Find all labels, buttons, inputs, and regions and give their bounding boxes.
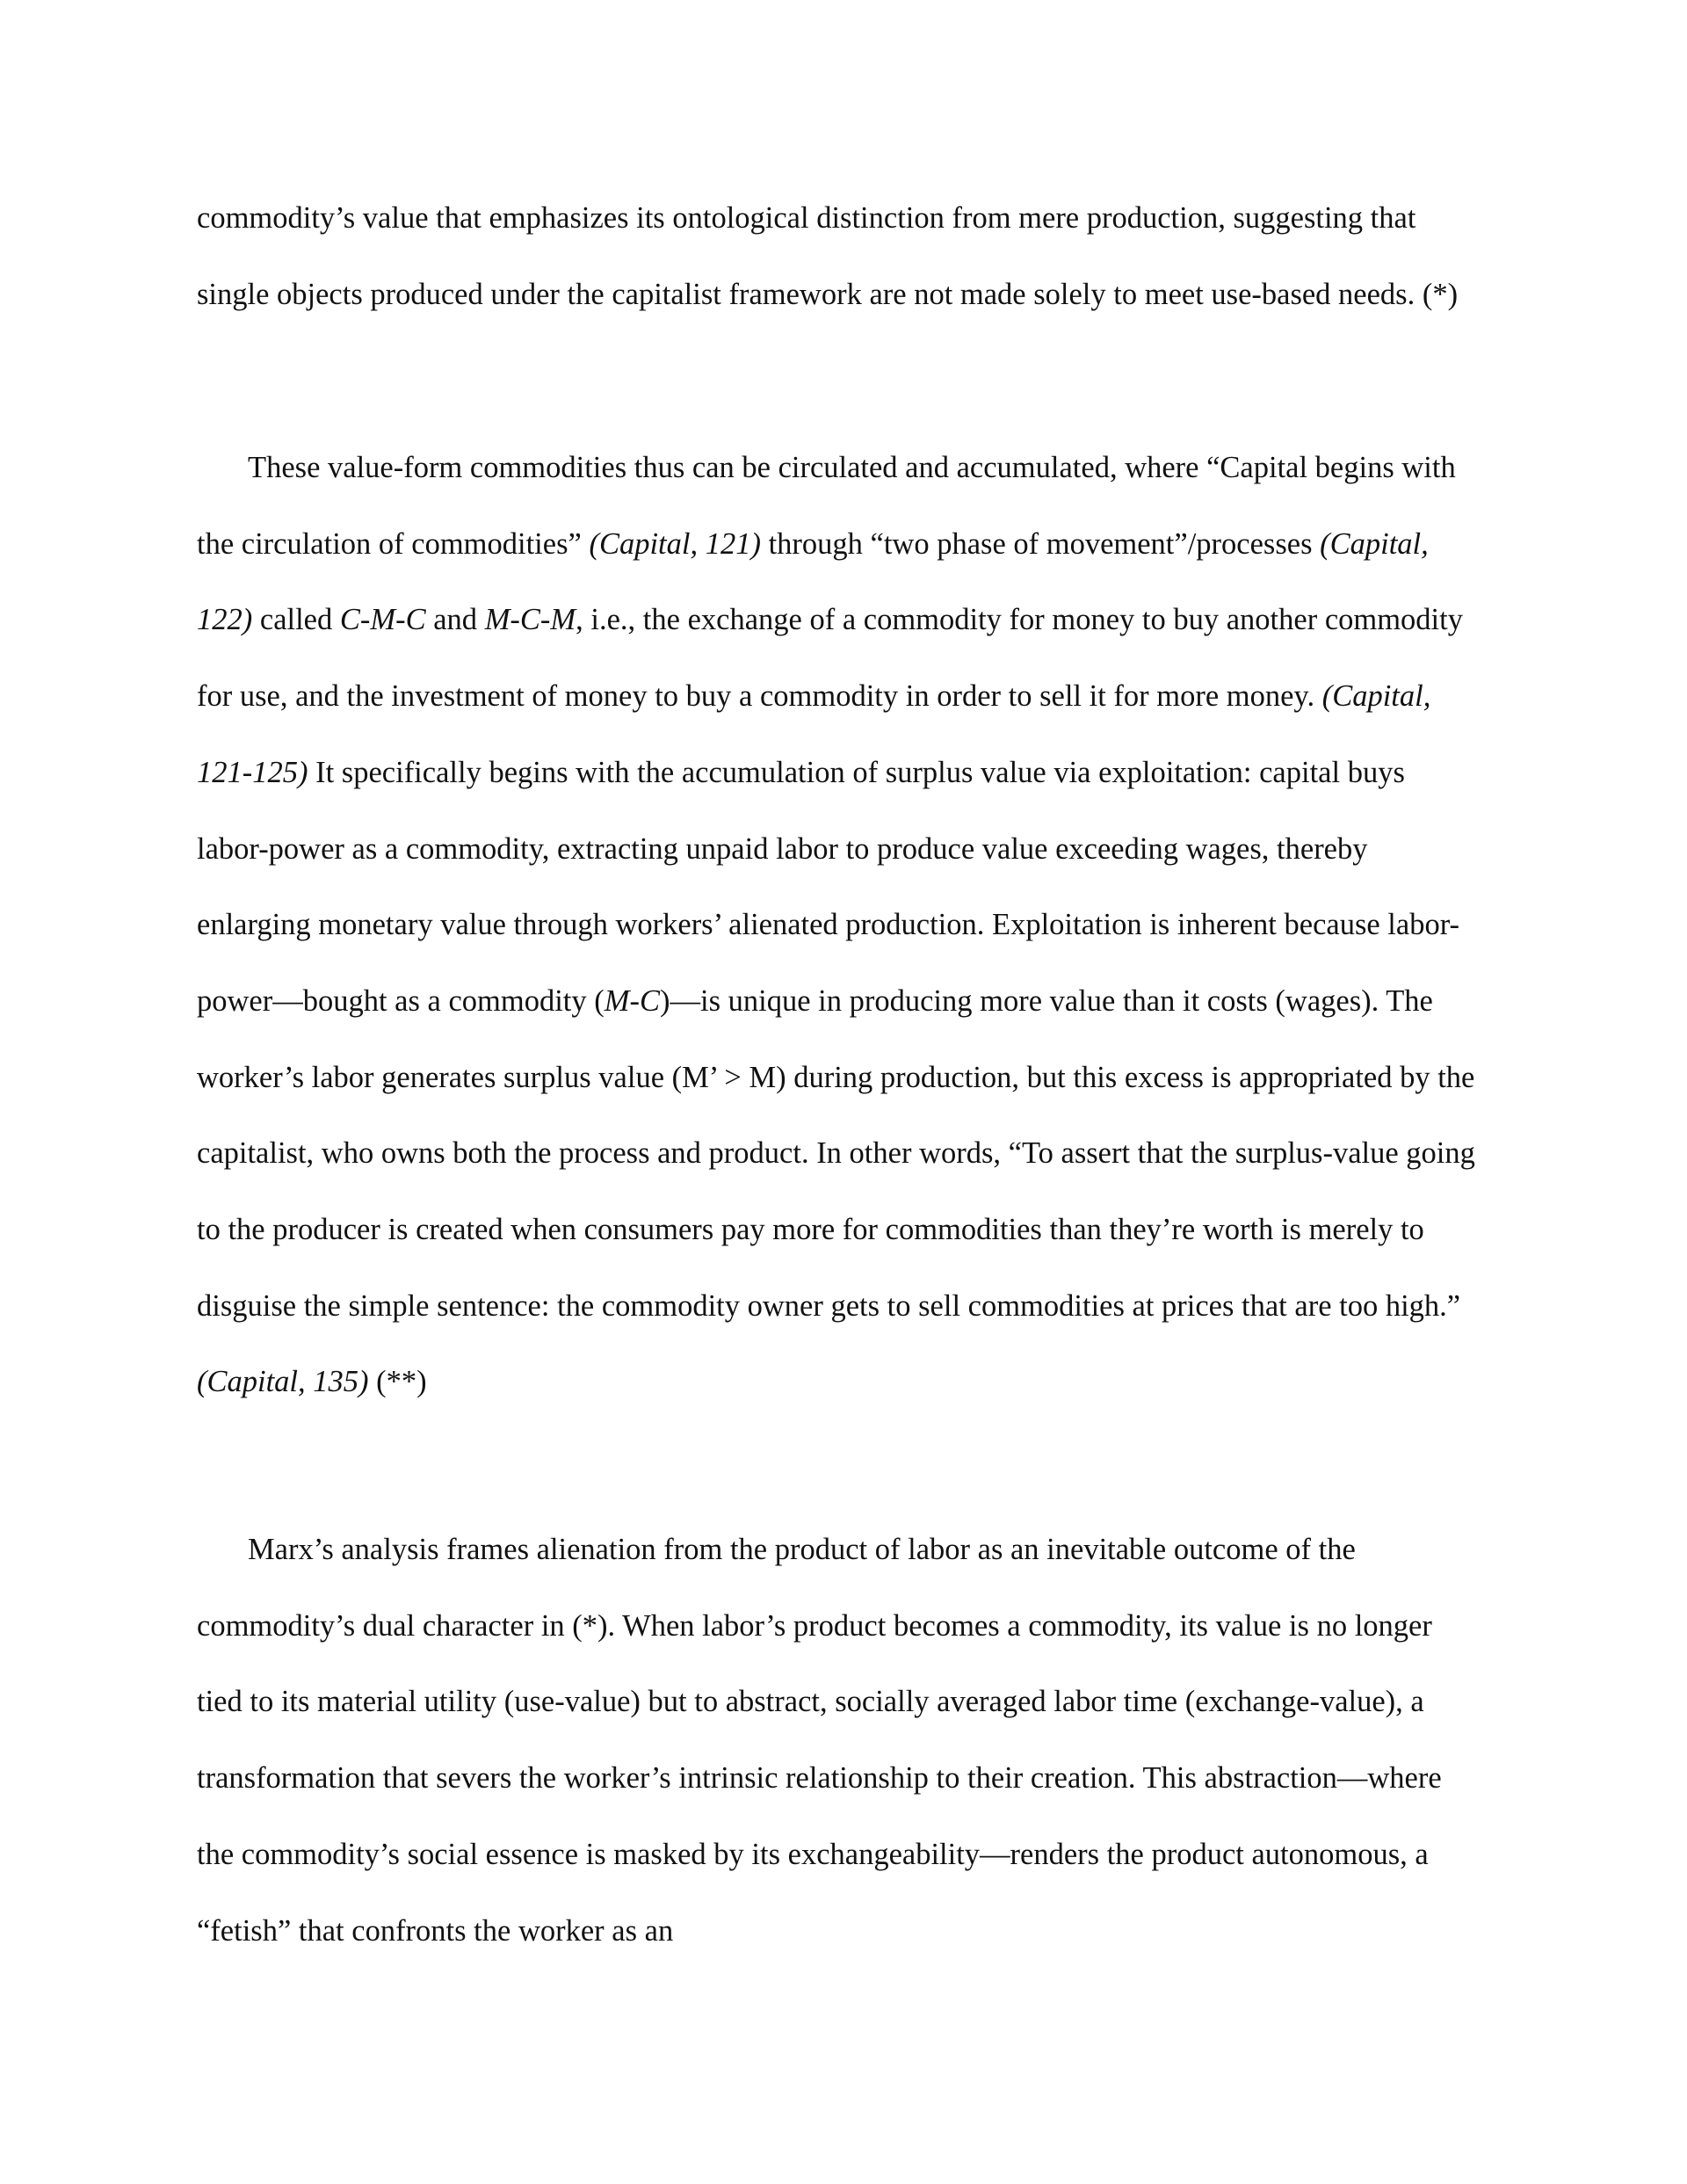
paragraph-2-text: through “two phase of movement”/processes [760, 526, 1321, 561]
paragraph-2-text: called [252, 603, 340, 637]
paragraph-2-text: and [425, 603, 485, 637]
formula: M-C-M [484, 603, 576, 637]
paragraph-3 [197, 1512, 1476, 1969]
citation: (Capital, 121-125) [197, 679, 1431, 789]
citation: (Capital, 122) [197, 526, 1429, 637]
citation: (Capital, 121) [589, 526, 761, 561]
citation: (Capital, 135) [197, 1365, 369, 1399]
paragraph-1-text: commodity’s value that emphasizes its ontological distinction from mere production, suggesting that single objects produced under the capitalist framework are not made solely to meet use-based needs. (*) [197, 201, 1459, 311]
formula: C-M-C [339, 603, 426, 637]
paragraph-2-text: (**) [368, 1365, 427, 1399]
paragraph-1 [197, 180, 1476, 332]
paragraph-2-text: , i.e., the exchange of a commodity for money to buy another commodity for use, and the investment of money to buy a commodity in order to sell it for more money. [197, 603, 1463, 714]
paragraph-3-text: Marx’s analysis frames alienation from the product of labor as an inevitable outcome of the commodity’s dual character in (*). When labor’s product becomes a commodity, its value is no longer tied to its material utility (use-value) but to abstract, socially averaged labor time (exchange-value), a transformation that severs the worker’s intrinsic relationship to their creation. This abstraction—where the commodity’s social essence is masked by its exchangeability—renders the product autonomous, a “fetish” that confronts the worker as an [197, 1533, 1442, 1948]
paragraph-2-text: )—is unique in producing more value than it costs (wages). The worker’s labor generates surplus value (M’ > M) during production, but this excess is appropriated by the capitalist, who owns both the process and product. In other words, “To assert that the surplus-value going to the producer is created when consumers pay more for commodities than they’re worth is merely to disguise the simple sentence: the commodity owner gets to sell commodities at prices that are too high.” [197, 983, 1475, 1323]
paragraph-2-text: These value-form commodities thus can be circulated and accumulated, where “Capital begins with the circulation of commodities” [197, 451, 1456, 561]
formula: M-C [604, 983, 660, 1018]
paragraph-2-text: It specifically begins with the accumulation of surplus value via exploitation: capital buys labor-power as a commodity, extracting unpaid labor to produce value exceeding wages, thereby enlarging monetary value through workers’ alienated production. Exploitation is inherent because labor-power—bought as a commodity ( [197, 755, 1459, 1018]
paragraph-2 [197, 430, 1476, 1420]
